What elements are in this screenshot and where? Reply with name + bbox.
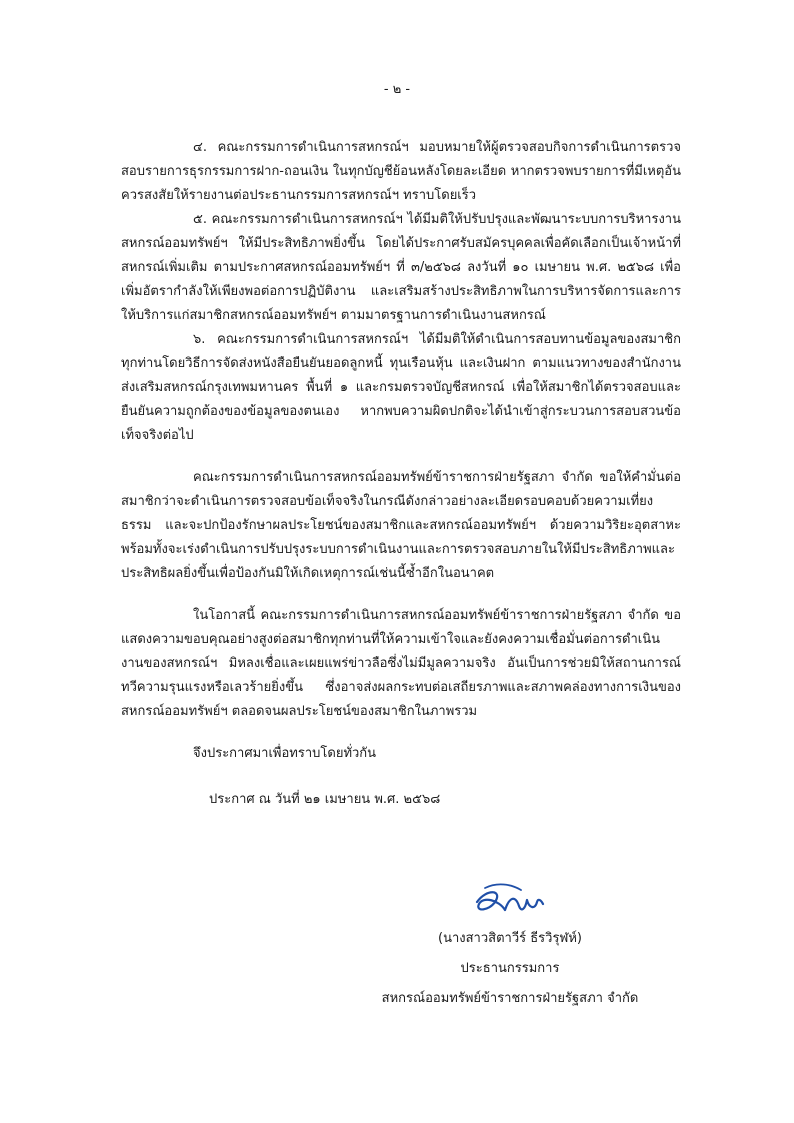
- signature-mark: [465, 880, 555, 920]
- signatory-organization: สหกรณ์ออมทรัพย์ข้าราชการฝ่ายรัฐสภา จำกัด: [381, 991, 639, 1006]
- paragraph-item-5: ๕. คณะกรรมการดำเนินการสหกรณ์ฯ ได้มีมติให้ปรับปรุงและพัฒนาระบบการบริหารงานสหกรณ์ออมทรัพย์ฯ ให้มีประสิทธิภาพยิ่งขึ้น โดยได้ประกาศรับสมัครบุคคลเพื่อคัดเลือกเป็นเจ้าหน้าที่สหกรณ์เพิ่มเติม ตามประกาศสหกรณ์ออมทรัพย์ฯ ที่ ๓/๒๕๖๘ ลงวันที่ ๑๐ เมษายน พ.ศ. ๒๕๖๘ เพื่อเพิ่มอัตรากำลังให้เพียงพอต่อการปฏิบัติงาน และเสริมสร้างประสิทธิภาพในการบริหารจัดการและการให้บริการแก่สมาชิกสหกรณ์ออมทรัพย์ฯ ตามมาตรฐานการดำเนินงานสหกรณ์: [121, 212, 681, 323]
- document-body: [121, 136, 681, 812]
- paragraph-commitment: คณะกรรมการดำเนินการสหกรณ์ออมทรัพย์ข้าราชการฝ่ายรัฐสภา จำกัด ขอให้คำมั่นต่อสมาชิกว่าจะดำเนินการตรวจสอบข้อเท็จจริงในกรณีดังกล่าวอย่างละเอียดรอบคอบด้วยความเที่ยงธรรม และจะปกป้องรักษาผลประโยชน์ของสมาชิกและสหกรณ์ออมทรัพย์ฯ ด้วยความวิริยะอุตสาหะ พร้อมทั้งจะเร่งดำเนินการปรับปรุงระบบการดำเนินงานและการตรวจสอบภายในให้มีประสิทธิภาพและประสิทธิผลยิ่งขึ้นเพื่อป้องกันมิให้เกิดเหตุการณ์เช่นนี้ซ้ำอีกในอนาคต: [121, 470, 681, 581]
- paragraph-item-6: ๖. คณะกรรมการดำเนินการสหกรณ์ฯ ได้มีมติให้ดำเนินการสอบทานข้อมูลของสมาชิกทุกท่านโดยวิธีการจัดส่งหนังสือยืนยันยอดลูกหนี้ ทุนเรือนหุ้น และเงินฝาก ตามแนวทางของสำนักงานส่งเสริมสหกรณ์กรุงเทพมหานคร พื้นที่ ๑ และกรมตรวจบัญชีสหกรณ์ เพื่อให้สมาชิกได้ตรวจสอบและยืนยันความถูกต้องของข้อมูลของตนเอง หากพบความผิดปกติจะได้นำเข้าสู่กระบวนการสอบสวนข้อเท็จจริงต่อไป: [121, 332, 681, 443]
- announcement-date: ประกาศ ณ วันที่ ๒๑ เมษายน พ.ศ. ๒๕๖๘: [209, 792, 441, 807]
- paragraph-item-4: ๔. คณะกรรมการดำเนินการสหกรณ์ฯ มอบหมายให้ผู้ตรวจสอบกิจการดำเนินการตรวจสอบรายการธุรกรรมการฝาก-ถอนเงิน ในทุกบัญชีย้อนหลังโดยละเอียด หากตรวจพบรายการที่มีเหตุอันควรสงสัยให้รายงานต่อประธานกรรมการสหกรณ์ฯ ทราบโดยเร็ว: [121, 140, 681, 203]
- signatory-name: (นางสาวสิตาวีร์ ธีรวิรุฬห์): [438, 931, 582, 946]
- page-number: - ๒ -: [383, 82, 411, 97]
- signature-block: [360, 880, 660, 1014]
- paragraph-thanks: ในโอกาสนี้ คณะกรรมการดำเนินการสหกรณ์ออมทรัพย์ข้าราชการฝ่ายรัฐสภา จำกัด ขอแสดงความขอบคุณอย่างสูงต่อสมาชิกทุกท่านที่ให้ความเข้าใจและยังคงความเชื่อมั่นต่อการดำเนินงานของสหกรณ์ฯ มิหลงเชื่อและเผยแพร่ข่าวลือซึ่งไม่มีมูลความจริง อันเป็นการช่วยมิให้สถานการณ์ทวีความรุนแรงหรือเลวร้ายยิ่งขึ้น ซึ่งอาจส่งผลกระทบต่อเสถียรภาพและสภาพคล่องทางการเงินของสหกรณ์ออมทรัพย์ฯ ตลอดจนผลประโยชน์ของสมาชิกในภาพรวม: [121, 608, 681, 719]
- closing-line: จึงประกาศมาเพื่อทราบโดยทั่วกัน: [193, 746, 377, 761]
- signatory-position: ประธานกรรมการ: [460, 961, 560, 976]
